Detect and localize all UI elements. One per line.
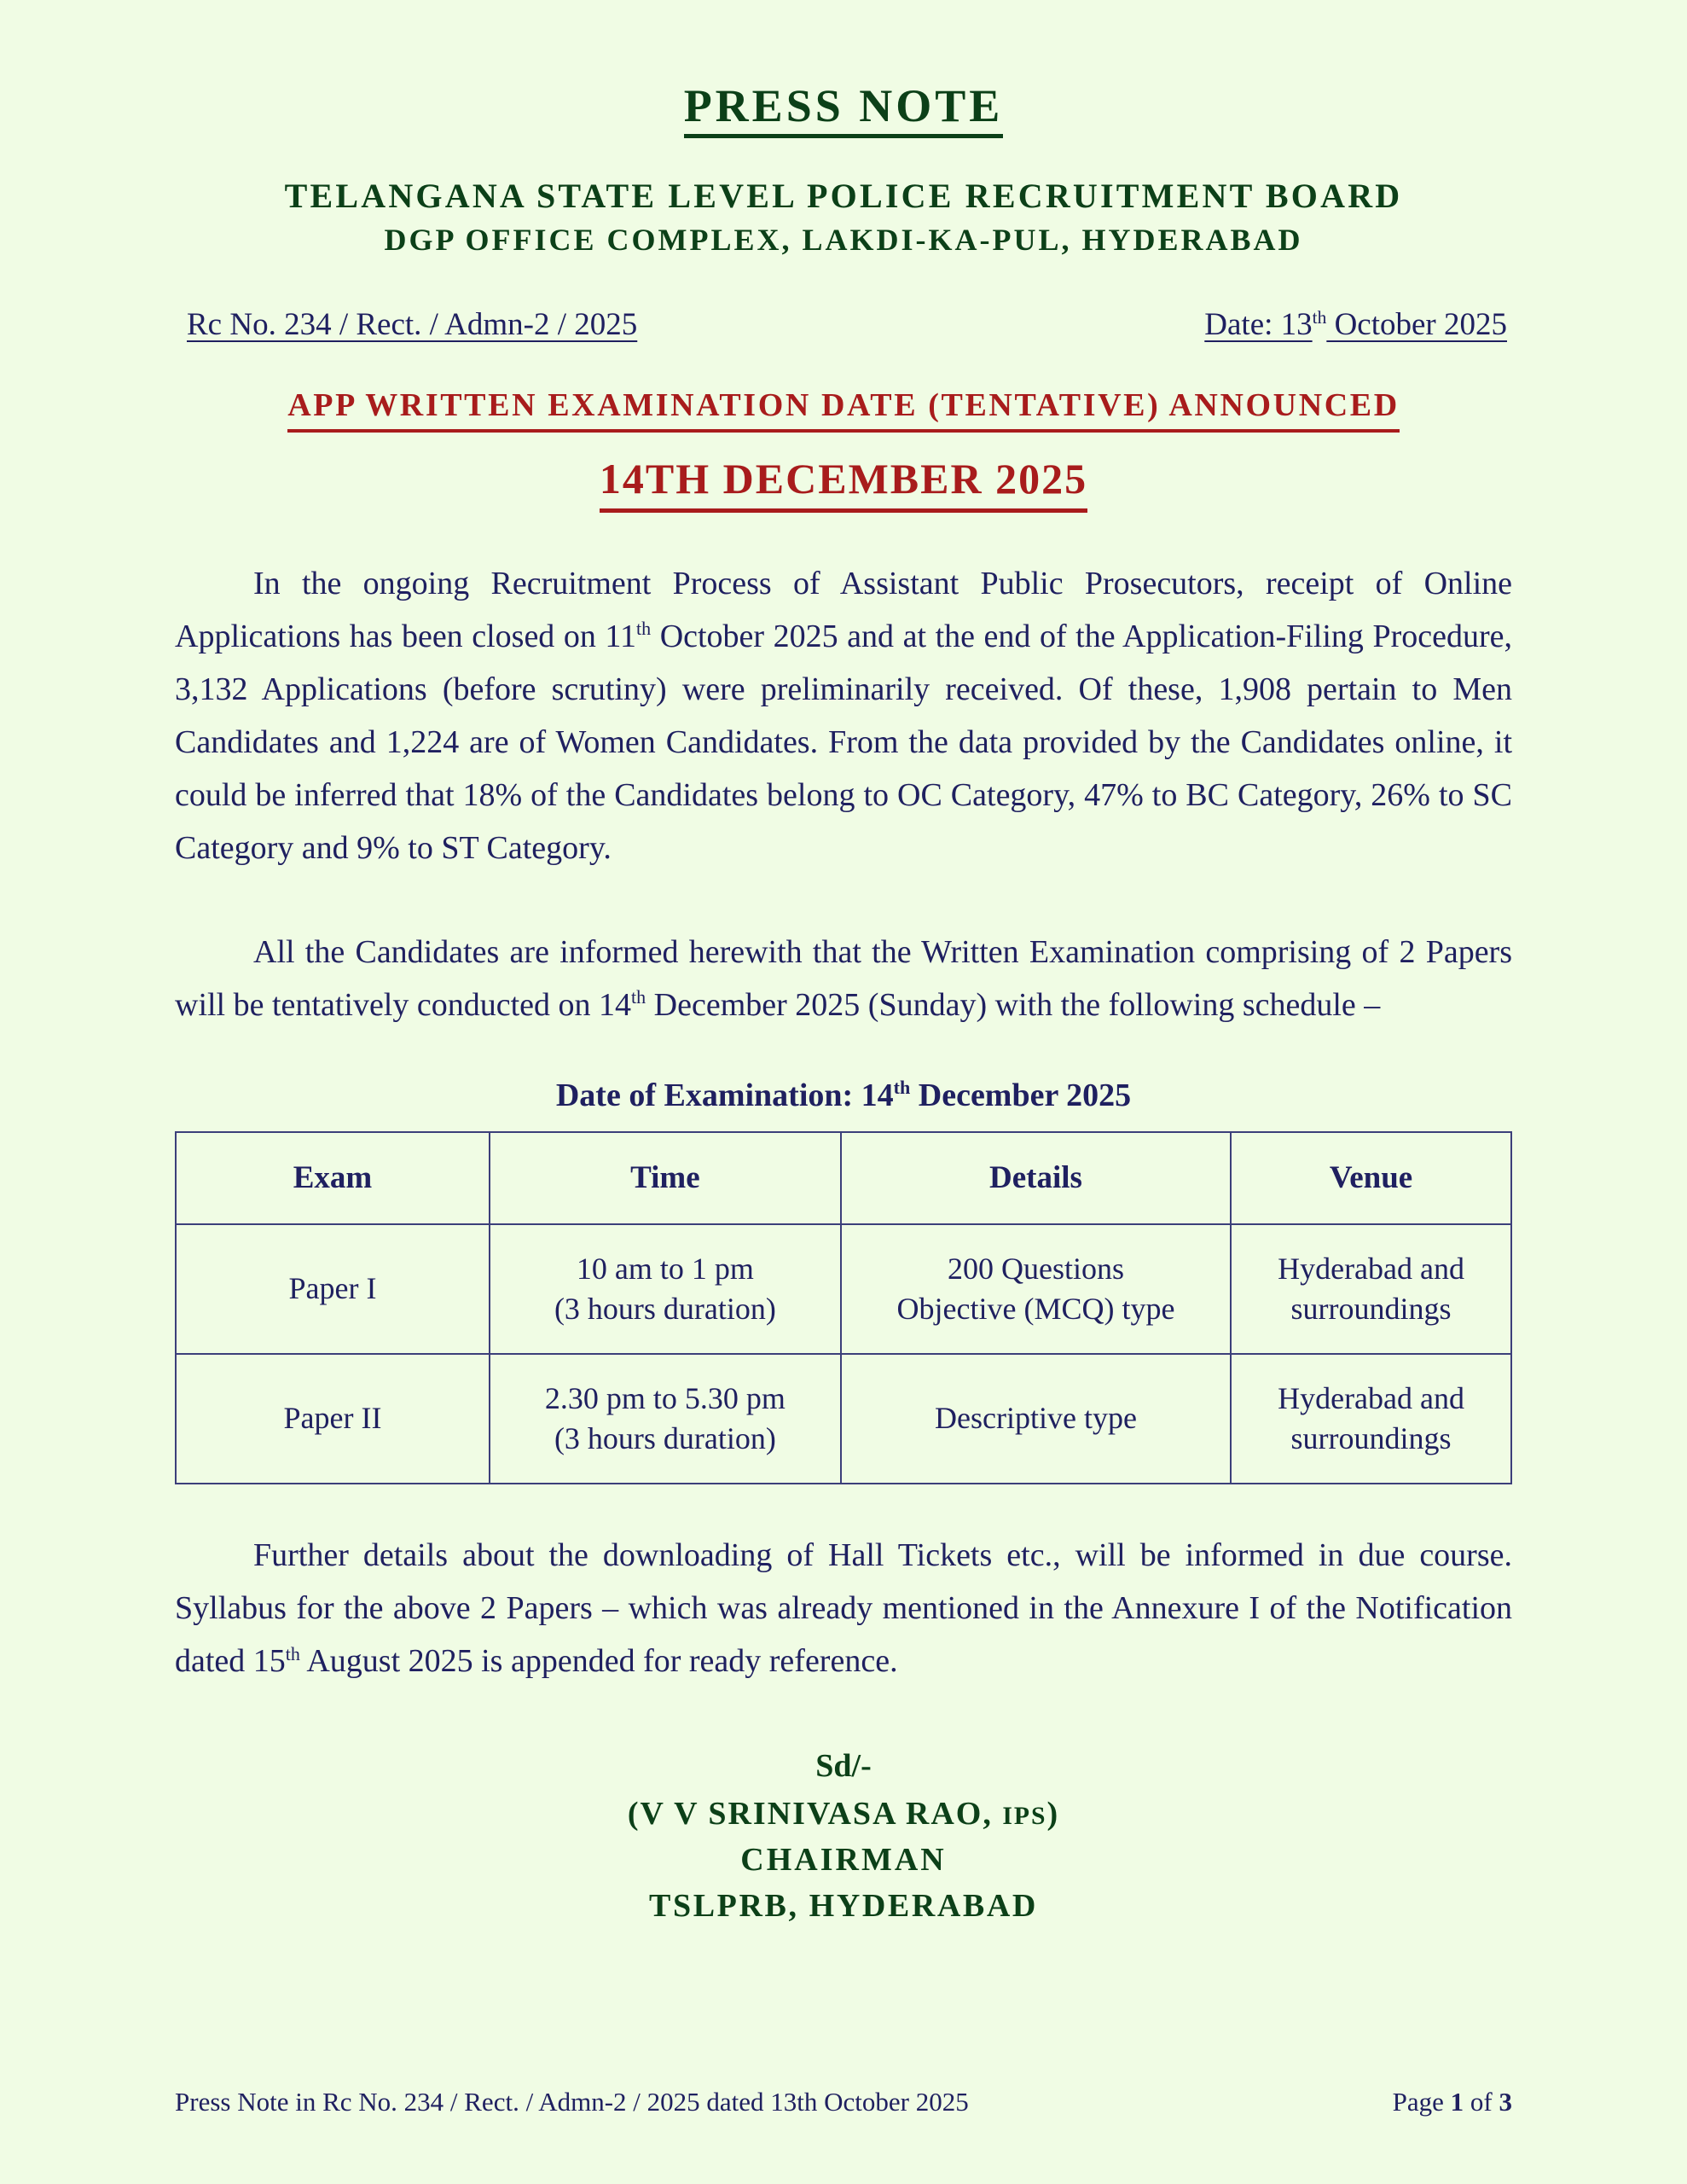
cell-time xyxy=(490,1224,841,1354)
reference-date: Date: 13th October 2025 xyxy=(1204,307,1507,343)
cell-time-line-2: (3 hours duration) xyxy=(554,1292,776,1327)
masthead xyxy=(175,0,1512,259)
schedule-table-title: Date of Examination: 14th December 2025 xyxy=(555,1077,1132,1113)
signatory-role: CHAIRMAN xyxy=(740,1841,947,1878)
footer-page-of: of xyxy=(1464,2087,1499,2117)
schedule-title-part-a: Date of Examination: 14 xyxy=(555,1077,894,1113)
exam-date-heading xyxy=(175,455,1512,513)
paragraph-2-part-b: December 2025 (Sunday) with the following schedule – xyxy=(646,986,1381,1023)
announcement-heading-text: APP WRITTEN EXAMINATION DATE (TENTATIVE) ANNOUNCED xyxy=(287,386,1400,433)
reference-number: Rc No. 234 / Rect. / Admn-2 / 2025 xyxy=(187,307,638,343)
board-name: TELANGANA STATE LEVEL POLICE RECRUITMENT BOARD xyxy=(284,176,1403,215)
signatory-organisation: TSLPRB, HYDERABAD xyxy=(649,1887,1038,1924)
footer-reference: Press Note in Rc No. 234 / Rect. / Admn-2 / 2025 dated 13th October 2025 xyxy=(175,2087,969,2117)
column-header-time: Time xyxy=(490,1132,841,1224)
column-header-venue: Venue xyxy=(1231,1132,1511,1224)
paragraph-1-part-a: In the ongoing Recruitment Process of Assistant Public Prosecutors, receipt of Online Applications has been closed on 11 xyxy=(175,565,1512,654)
reference-line xyxy=(175,305,1512,345)
footer-page-label: Page xyxy=(1392,2087,1451,2117)
column-header-exam: Exam xyxy=(176,1132,490,1224)
signature-block xyxy=(175,1745,1512,1929)
cell-time xyxy=(490,1354,841,1484)
cell-venue-line-1: Hyderabad and xyxy=(1278,1251,1464,1286)
column-header-details: Details xyxy=(841,1132,1231,1224)
paragraph-2-part-a: All the Candidates are informed herewith that the Written Examination comprising of 2 Papers will be tentatively conducted on 14 xyxy=(175,933,1512,1023)
cell-details: Descriptive type xyxy=(841,1354,1231,1484)
paragraph-3-part-b: August 2025 is appended for ready reference. xyxy=(299,1643,898,1680)
cell-exam: Paper II xyxy=(176,1354,490,1484)
date-label: Date: 13 xyxy=(1204,307,1313,343)
paragraph-exam-schedule-intro: All the Candidates are informed herewith that the Written Examination comprising of 2 Papers will be tentatively conducted on 14th December 2025 (Sunday) with the following schedule – xyxy=(175,933,1512,1023)
signatory-name xyxy=(175,1792,1512,1838)
paragraph-further-details: Further details about the downloading of Hall Tickets etc., will be informed in due course. Syllabus for the above 2 Papers – which was already mentioned in the Annexure I of the Notification dated 15th August 2025 is appended for ready reference. xyxy=(175,1537,1512,1680)
schedule-title-part-b: December 2025 xyxy=(910,1077,1132,1113)
paragraph-3-part-a: Further details about the downloading of Hall Tickets etc., will be informed in due course. Syllabus for the above 2 Papers – which was already mentioned in the Annexure I of the Notification dated 15 xyxy=(175,1537,1512,1680)
paragraph-applications-summary: In the ongoing Recruitment Process of Assistant Public Prosecutors, receipt of Online Applications has been closed on 11th October 2025 and at the end of the Application-Filing Procedure, 3,132 Applications (before scrutiny) were preliminarily received. Of these, 1,908 pertain to Men Candidates and 1,224 are of Women Candidates. From the data provided by the Candidates online, it could be inferred that 18% of the Candidates belong to OC Category, 47% to BC Category, 26% to SC Category and 9% to ST Category. xyxy=(175,565,1512,866)
cell-venue xyxy=(1231,1354,1511,1484)
exam-date-heading-text: 14TH DECEMBER 2025 xyxy=(600,455,1087,513)
footer-page-number xyxy=(1393,2087,1512,2117)
cell-details xyxy=(841,1224,1231,1354)
date-rest: October 2025 xyxy=(1326,307,1507,343)
announcement-heading xyxy=(175,386,1512,433)
cell-exam: Paper I xyxy=(176,1224,490,1354)
table-row xyxy=(176,1354,1511,1484)
cell-venue-line-1: Hyderabad and xyxy=(1278,1380,1464,1415)
signatory-rank: IPS xyxy=(1002,1802,1047,1830)
cell-time-line-1: 2.30 pm to 5.30 pm xyxy=(544,1380,786,1415)
footer-page-total: 3 xyxy=(1499,2087,1512,2117)
footer-page-current: 1 xyxy=(1450,2087,1464,2117)
cell-details-line-1: 200 Questions xyxy=(947,1251,1124,1286)
paragraph-1-part-b: October 2025 and at the end of the Application-Filing Procedure, 3,132 Applications (before scrutiny) were preliminarily received. Of these, 1,908 pertain to Men Candidates and 1,224 are of Women Candidates. From the data provided by the Candidates online, it could be inferred that 18% of the Candidates belong to OC Category, 47% to BC Category, 26% to SC Category and 9% to ST Category. xyxy=(175,618,1512,866)
table-row xyxy=(176,1224,1511,1354)
cell-venue-line-2: surroundings xyxy=(1290,1292,1452,1327)
cell-details-line-2: Objective (MCQ) type xyxy=(896,1292,1175,1327)
cell-time-line-1: 10 am to 1 pm xyxy=(576,1251,754,1286)
page-title: PRESS NOTE xyxy=(684,82,1004,138)
exam-schedule-table xyxy=(175,1131,1512,1484)
cell-time-line-2: (3 hours duration) xyxy=(554,1421,776,1456)
cell-venue-line-2: surroundings xyxy=(1290,1421,1452,1456)
board-address: DGP OFFICE COMPLEX, LAKDI-KA-PUL, HYDERABAD xyxy=(384,223,1303,258)
cell-venue xyxy=(1231,1224,1511,1354)
signatory-name-suffix: ) xyxy=(1046,1795,1060,1832)
table-header-row xyxy=(176,1132,1511,1224)
signature-sd: Sd/- xyxy=(815,1748,872,1785)
signatory-name-prefix: (V V SRINIVASA RAO, xyxy=(627,1795,1003,1832)
page-footer xyxy=(175,2087,1512,2117)
